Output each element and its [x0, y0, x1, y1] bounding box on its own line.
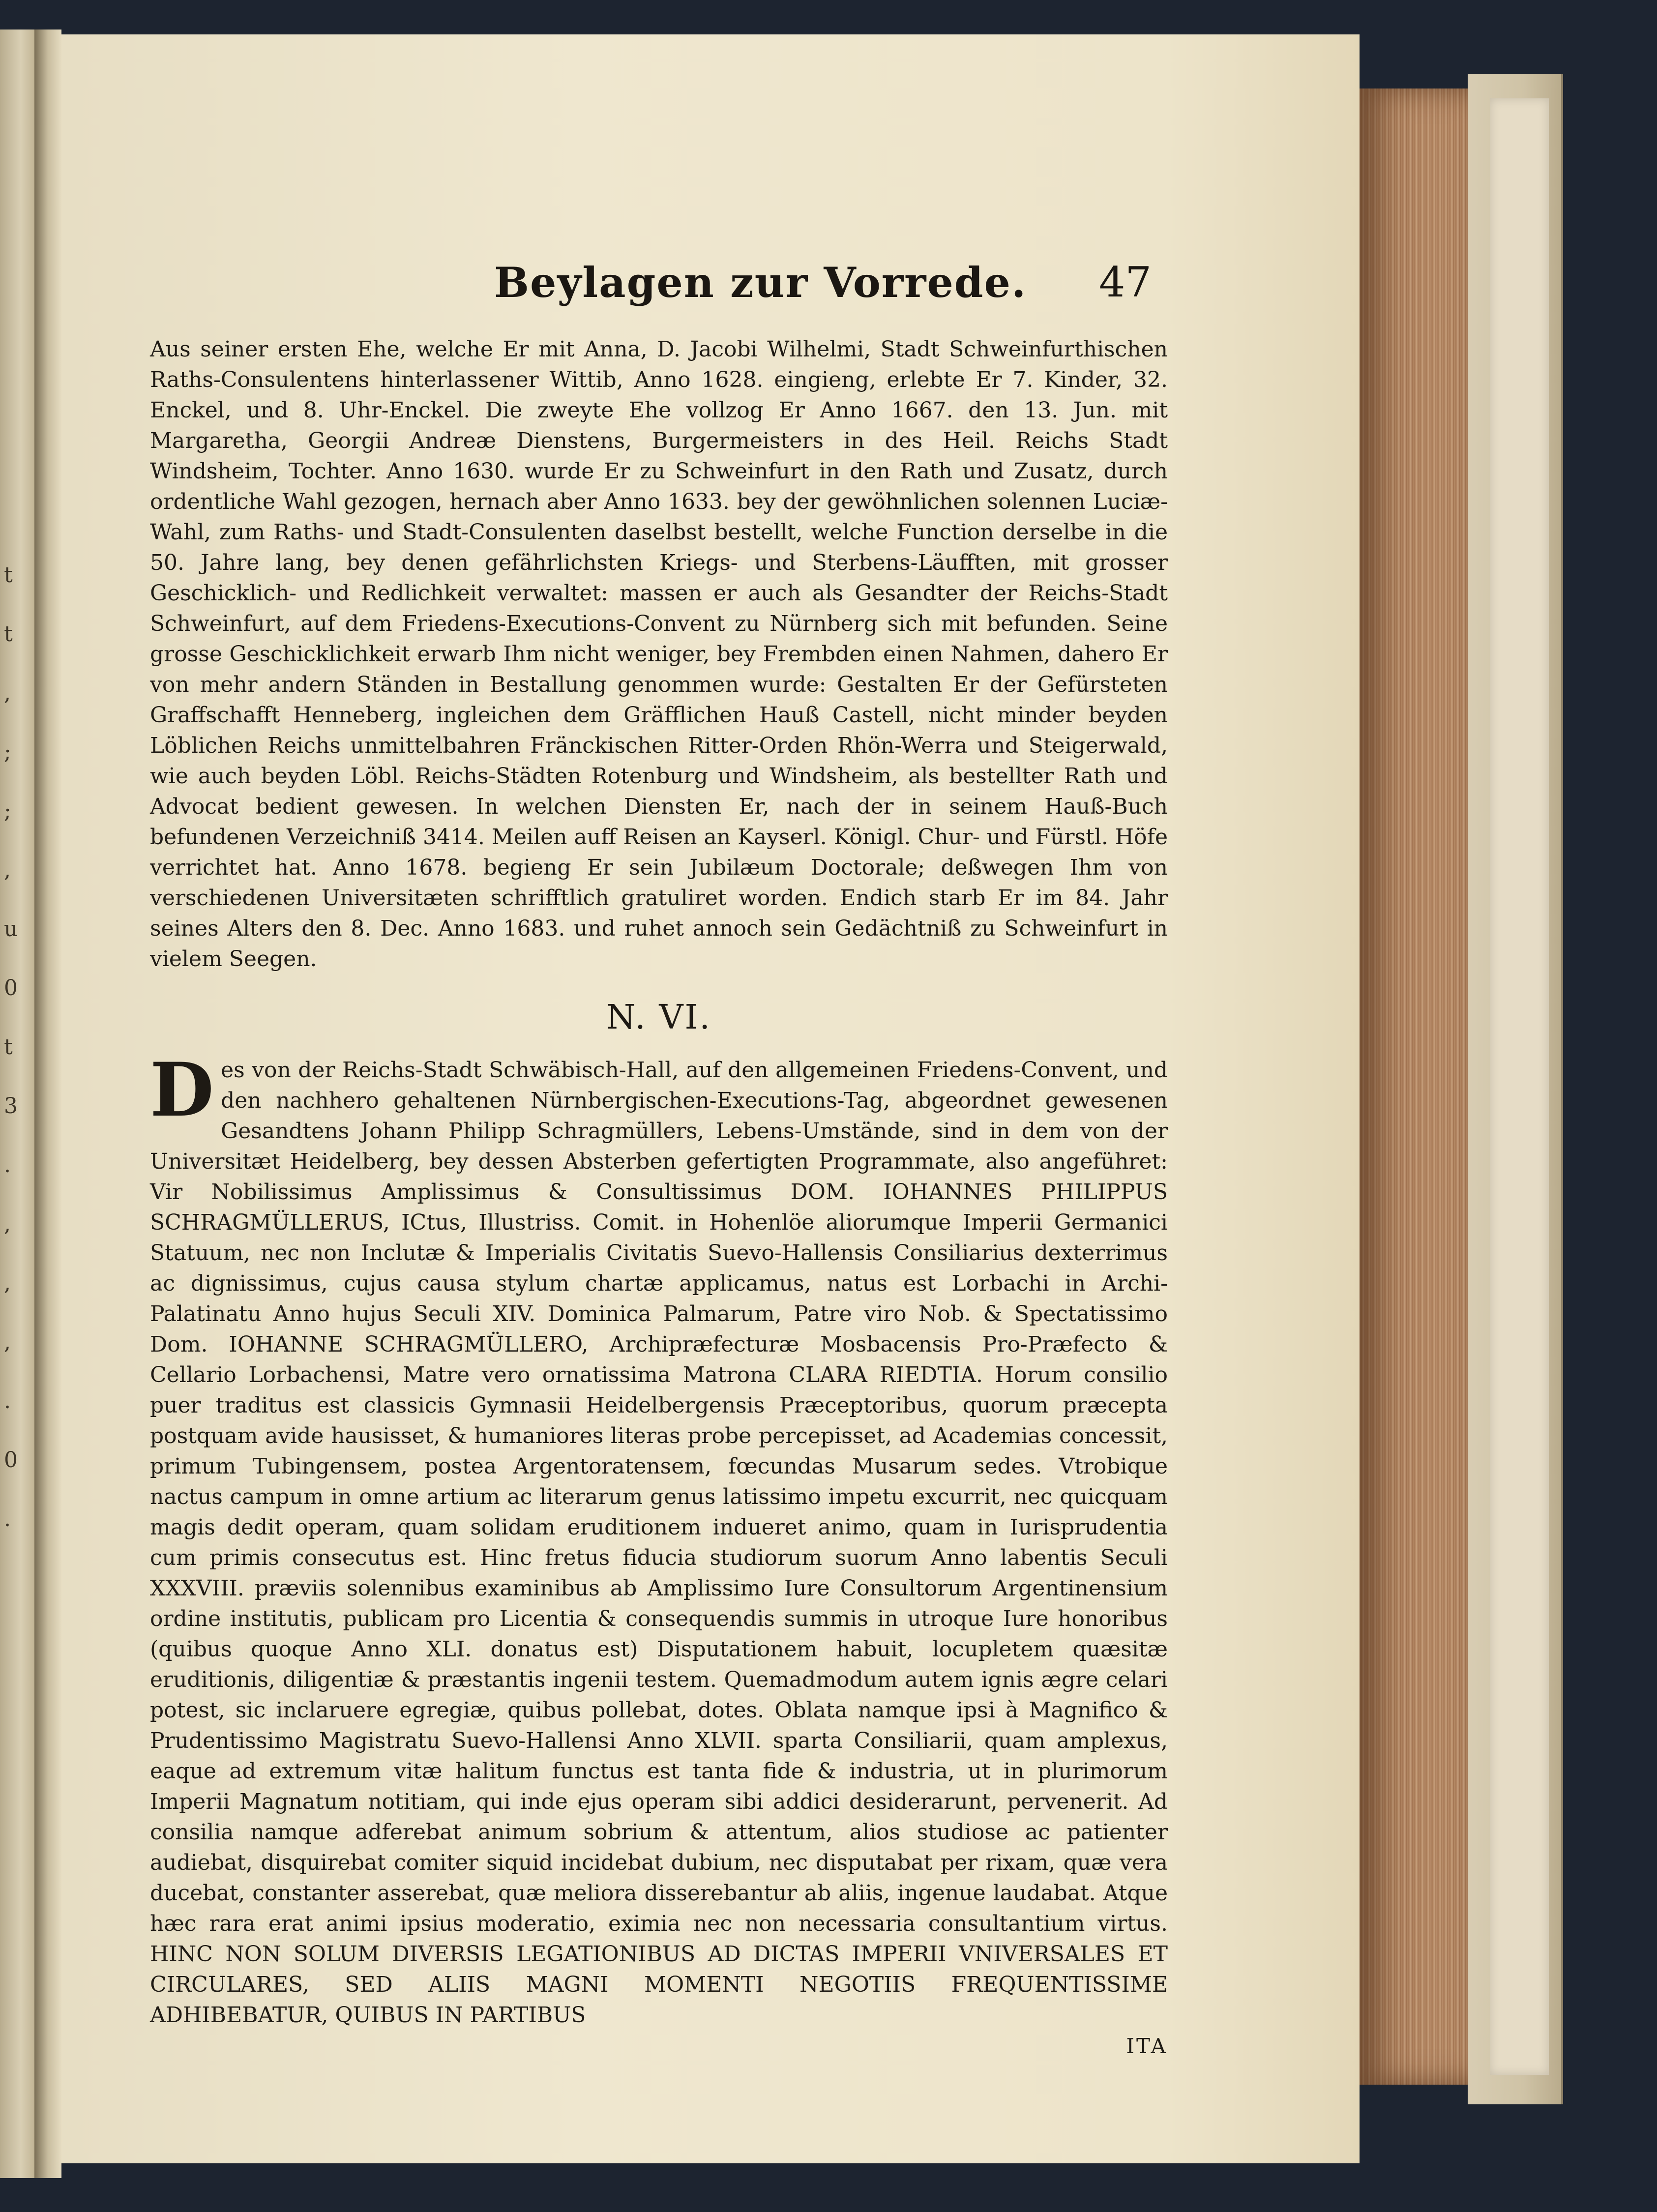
cover-board: [1490, 98, 1549, 2075]
section-heading: N. VI.: [606, 998, 711, 1037]
running-head: Beylagen zur Vorrede.: [494, 258, 1027, 307]
previous-page-margin-marks: t t , ; ; , u 0 t 3 . , , , . 0 .: [4, 562, 18, 1532]
paragraph-1: Aus seiner ersten Ehe, welche Er mit Anna, D. Jacobi Wilhelmi, Stadt Schweinfurthischen Raths-Consulentens hinterlassener Wittib, Anno 1628. eingieng, erlebte Er 7. Kinder, 32. Enckel, und 8. Uhr-Enckel. Die zweyte Ehe vollzog Er Anno 1667. den 13. Jun. mit Margaretha, Georgii Andreæ Dienstens, Burgermeisters in des Heil. Reichs Stadt Windsheim, Tochter. Anno 1630. wurde Er zu Schweinfurt in den Rath und Zusatz, durch ordentliche Wahl gezogen, hernach aber Anno 1633. bey der gewöhnlichen solennen Luciæ-Wahl, zum Raths- und Stadt-Consulenten daselbst bestellt, welche Function derselbe in die 50. Jahre lang, bey denen gefährlichsten Kriegs- und Sterbens-Läufften, mit grosser Geschicklich- und Redlichkeit verwaltet: massen er auch als Gesandter der Reichs-Stadt Schweinfurt, auf dem Friedens-Executions-Convent zu Nürnberg sich mit befunden. Seine grosse Geschicklichkeit erwarb Ihm nicht weniger, bey Frembden einen Nahmen, dahero Er von mehr andern Ständen in Bestallung genommen wurde: Gestalten Er der Gefürsteten Graffschafft Henneberg, ingleichen dem Gräfflichen Hauß Castell, nicht minder beyden Löblichen Reichs unmittelbahren Fränckischen Ritter-Orden Rhön-Werra und Steigerwald, wie auch beyden Löbl. Reichs-Städten Rotenburg und Windsheim, als bestellter Rath und Advocat bedient gewesen. In welchen Diensten Er, nach der in seinem Hauß-Buch befundenen Verzeichniß 3414. Meilen auff Reisen an Kayserl. Königl. Chur- und Fürstl. Höfe verrichtet hat. Anno 1678. begieng Er sein Jubilæum Doctorale; deßwegen Ihm von verschiedenen Universitæten schrifftlich gratuliret worden. Endich starb Er im 84. Jahr seines Alters den 8. Dec. Anno 1683. und ruhet annoch sein Gedächtniß zu Schweinfurt in vielem Seegen.: [150, 337, 1168, 972]
book-gutter: [34, 29, 61, 2178]
text-block: [150, 334, 1168, 2061]
paragraph-2: Des von der Reichs-Stadt Schwäbisch-Hall, auf den allgemeinen Friedens-Convent, und den nachhero gehaltenen Nürnbergischen-Executions-Tag, abgeordnet gewesenen Gesandtens Johann Philipp Schragmüllers, Lebens-Umstände, sind in dem von der Universitæt Heidelberg, bey dessen Absterben gefertigten Programmate, also angeführet: Vir Nobilissimus Amplissimus & Consultissimus DOM. IOHANNES PHILIPPUS SCHRAGMÜLLERUS, ICtus, Illustriss. Comit. in Hohenlöe aliorumque Imperii Germanici Statuum, nec non Inclutæ & Imperialis Civitatis Suevo-Hallensis Consiliarius dexterrimus ac dignissimus, cujus causa stylum chartæ applicamus, natus est Lorbachi in Archi-Palatinatu Anno hujus Seculi XIV. Dominica Palmarum, Patre viro Nob. & Spectatissimo Dom. IOHANNE SCHRAGMÜLLERO, Archipræfecturæ Mosbacensis Pro-Præfecto & Cellario Lorbachensi, Matre vero ornatissima Matrona CLARA RIEDTIA. Horum consilio puer traditus est classicis Gymnasii Heidelbergensis Præceptoribus, quorum præcepta postquam avide hausisset, & humaniores literas probe percepisset, ad Academias concessit, primum Tubingensem, postea Argentoratensem, fœcundas Musarum sedes. Vtrobique nactus campum in omne artium ac literarum genus latissimo impetu excurrit, nec quicquam magis dedit operam, quam solidam eruditionem indueret animo, quam in Iurisprudentia cum primis consecutus est. Hinc fretus fiducia studiorum suorum Anno labentis Seculi XXXVIII. præviis solennibus examinibus ab Amplissimo Iure Consultorum Argentinensium ordine institutis, publicam pro Licentia & consequendis summis in utroque Iure honoribus (quibus quoque Anno XLI. donatus est) Disputationem habuit, locupletem quæsitæ eruditionis, diligentiæ & præstantis ingenii testem. Quemadmodum autem ignis ægre celari potest, sic inclaruere egregiæ, quibus pollebat, dotes. Oblata namque ipsi à Magnifico & Prudentissimo Magistratu Suevo-Hallensi Anno XLVII. sparta Consiliarii, quam amplexus, eaque ad extremum vitæ halitum functus est tanta fide & industria, ut in plurimorum Imperii Magnatum notitiam, qui inde ejus operam sibi addici desiderarunt, pervenerit. Ad consilia namque adferebat animum sobrium & attentum, alios studiose ac patienter audiebat, disquirebat comiter siquid incidebat dubium, nec disputabat per rixam, quæ vera ducebat, constanter asserebat, quæ meliora disserebantur ab aliis, ingenue laudabat. Atque hæc rara erat animi ipsius moderatio, eximia nec non necessaria consultantium virtus. HINC NON SOLUM DIVERSIS LEGATIONIBUS AD DICTAS IMPERII VNIVERSALES ET CIRCULARES, SED ALIIS MAGNI MOMENTI NEGOTIIS FREQUENTISSIME ADHIBEBATUR, QUIBUS IN PARTIBUS: [150, 1047, 1168, 2028]
page-number: 47: [1099, 258, 1152, 306]
page-block-edges: [1360, 88, 1468, 2085]
catchword: ITA: [1126, 2034, 1168, 2058]
book-page: [61, 34, 1360, 2163]
previous-page-edge: [0, 29, 36, 2178]
